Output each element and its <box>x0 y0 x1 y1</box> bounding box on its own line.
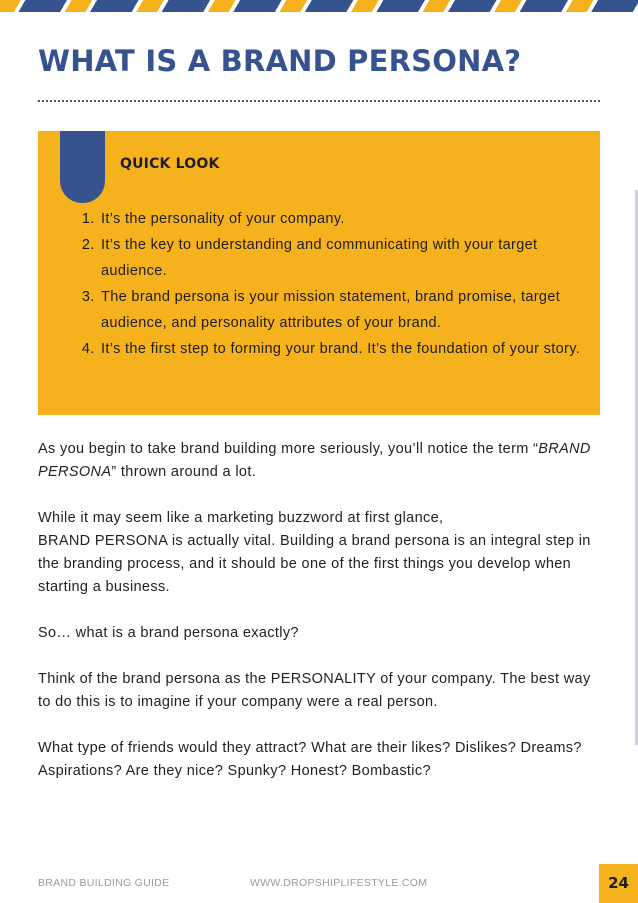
quick-look-item: 1. It’s the personality of your company. <box>99 206 604 232</box>
footer-website: WWW.DROPSHIPLIFESTYLE.COM <box>250 877 428 889</box>
body-text <box>38 438 598 806</box>
top-decorative-stripe <box>0 0 638 12</box>
paragraph-intro <box>38 438 598 484</box>
paragraph-buzzword <box>38 507 598 599</box>
brand-persona-emphasis: BRAND PERSONA <box>38 441 591 480</box>
title-divider <box>38 100 600 102</box>
buzzword-body: BRAND PERSONA is actually vital. Building a brand persona is an integral step in the branding process, and it should be one of the first things you develop when starting a business. <box>38 533 591 595</box>
quick-look-item: 4. It’s the first step to forming your brand. It’s the foundation of your story. <box>99 336 604 362</box>
quick-look-list <box>76 206 604 362</box>
page-title: WHAT IS A BRAND PERSONA? <box>38 44 522 78</box>
paragraph-traits: What type of friends would they attract? What are their likes? Dislikes? Dreams? Aspirations? Are they nice? Spunky? Honest? Bombastic? <box>38 740 582 779</box>
buzzword-line: While it may seem like a marketing buzzword at first glance, <box>38 510 444 526</box>
intro-text-end: ” thrown around a lot. <box>111 464 257 480</box>
paragraph-personality: Think of the brand persona as the PERSONALITY of your company. The best way to do this is to imagine if your company were a real person. <box>38 671 591 710</box>
page-number-badge: 24 <box>599 864 638 903</box>
quick-look-heading: QUICK LOOK <box>120 156 220 172</box>
quick-look-item: 3. The brand persona is your mission statement, brand promise, target audience, and personality attributes of your brand. <box>99 284 604 336</box>
footer-guide-title: BRAND BUILDING GUIDE <box>38 877 170 889</box>
paragraph-question: So… what is a brand persona exactly? <box>38 625 299 641</box>
bookmark-tab-icon <box>60 131 105 203</box>
intro-text: As you begin to take brand building more seriously, you’ll notice the term “ <box>38 441 539 457</box>
quick-look-box <box>38 131 600 415</box>
quick-look-item: 2. It’s the key to understanding and communicating with your target audience. <box>99 232 604 284</box>
